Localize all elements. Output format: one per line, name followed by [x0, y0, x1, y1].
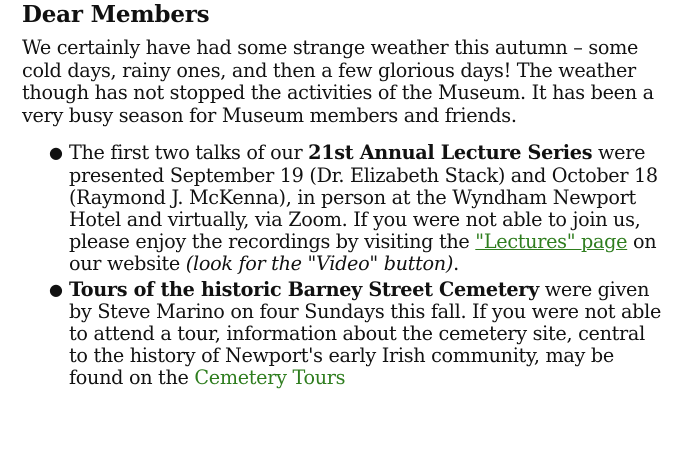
lecture-series-title: 21st Annual Lecture Series	[308, 141, 593, 165]
bullet-icon: ●	[49, 143, 63, 163]
newsletter-body	[22, 0, 662, 393]
list-item-cemetery-tours: ● Tours of the historic Barney Street Cemetery were given by Steve Marino on four Sundays this fall. If you were not able to attend a tour, information about the cemetery site, central to the history of Newport's early Irish community, may be found on the Cemetery Tours	[49, 277, 662, 390]
lectures-page-link[interactable]: "Lectures" page	[475, 230, 628, 254]
cemetery-tours-title: Tours of the historic Barney Street Cemetery	[69, 277, 539, 301]
video-button-note: (look for the "Video" button)	[185, 252, 454, 276]
news-list	[22, 142, 662, 389]
cemetery-tours-link[interactable]: Cemetery Tours	[194, 366, 346, 390]
intro-paragraph: We certainly have had some strange weather this autumn – some cold days, rainy ones, and then a few glorious days! The weather though has not stopped the activities of the Museum. It has been a very busy season for Museum members and friends.	[22, 36, 654, 127]
page-title: Dear Members	[22, 1, 210, 28]
bullet-icon: ●	[49, 279, 63, 299]
list-item-lectures: ● The first two talks of our 21st Annual Lecture Series were presented September 19 (Dr. Elizabeth Stack) and October 18 (Raymond J. McKenna), in person at the Wyndham Newport Hotel and virtually, via Zoom. If you were not able to join us, please enjoy the recordings by visiting the "Lectures" page on our website (look for the "Video" button).	[49, 141, 658, 276]
